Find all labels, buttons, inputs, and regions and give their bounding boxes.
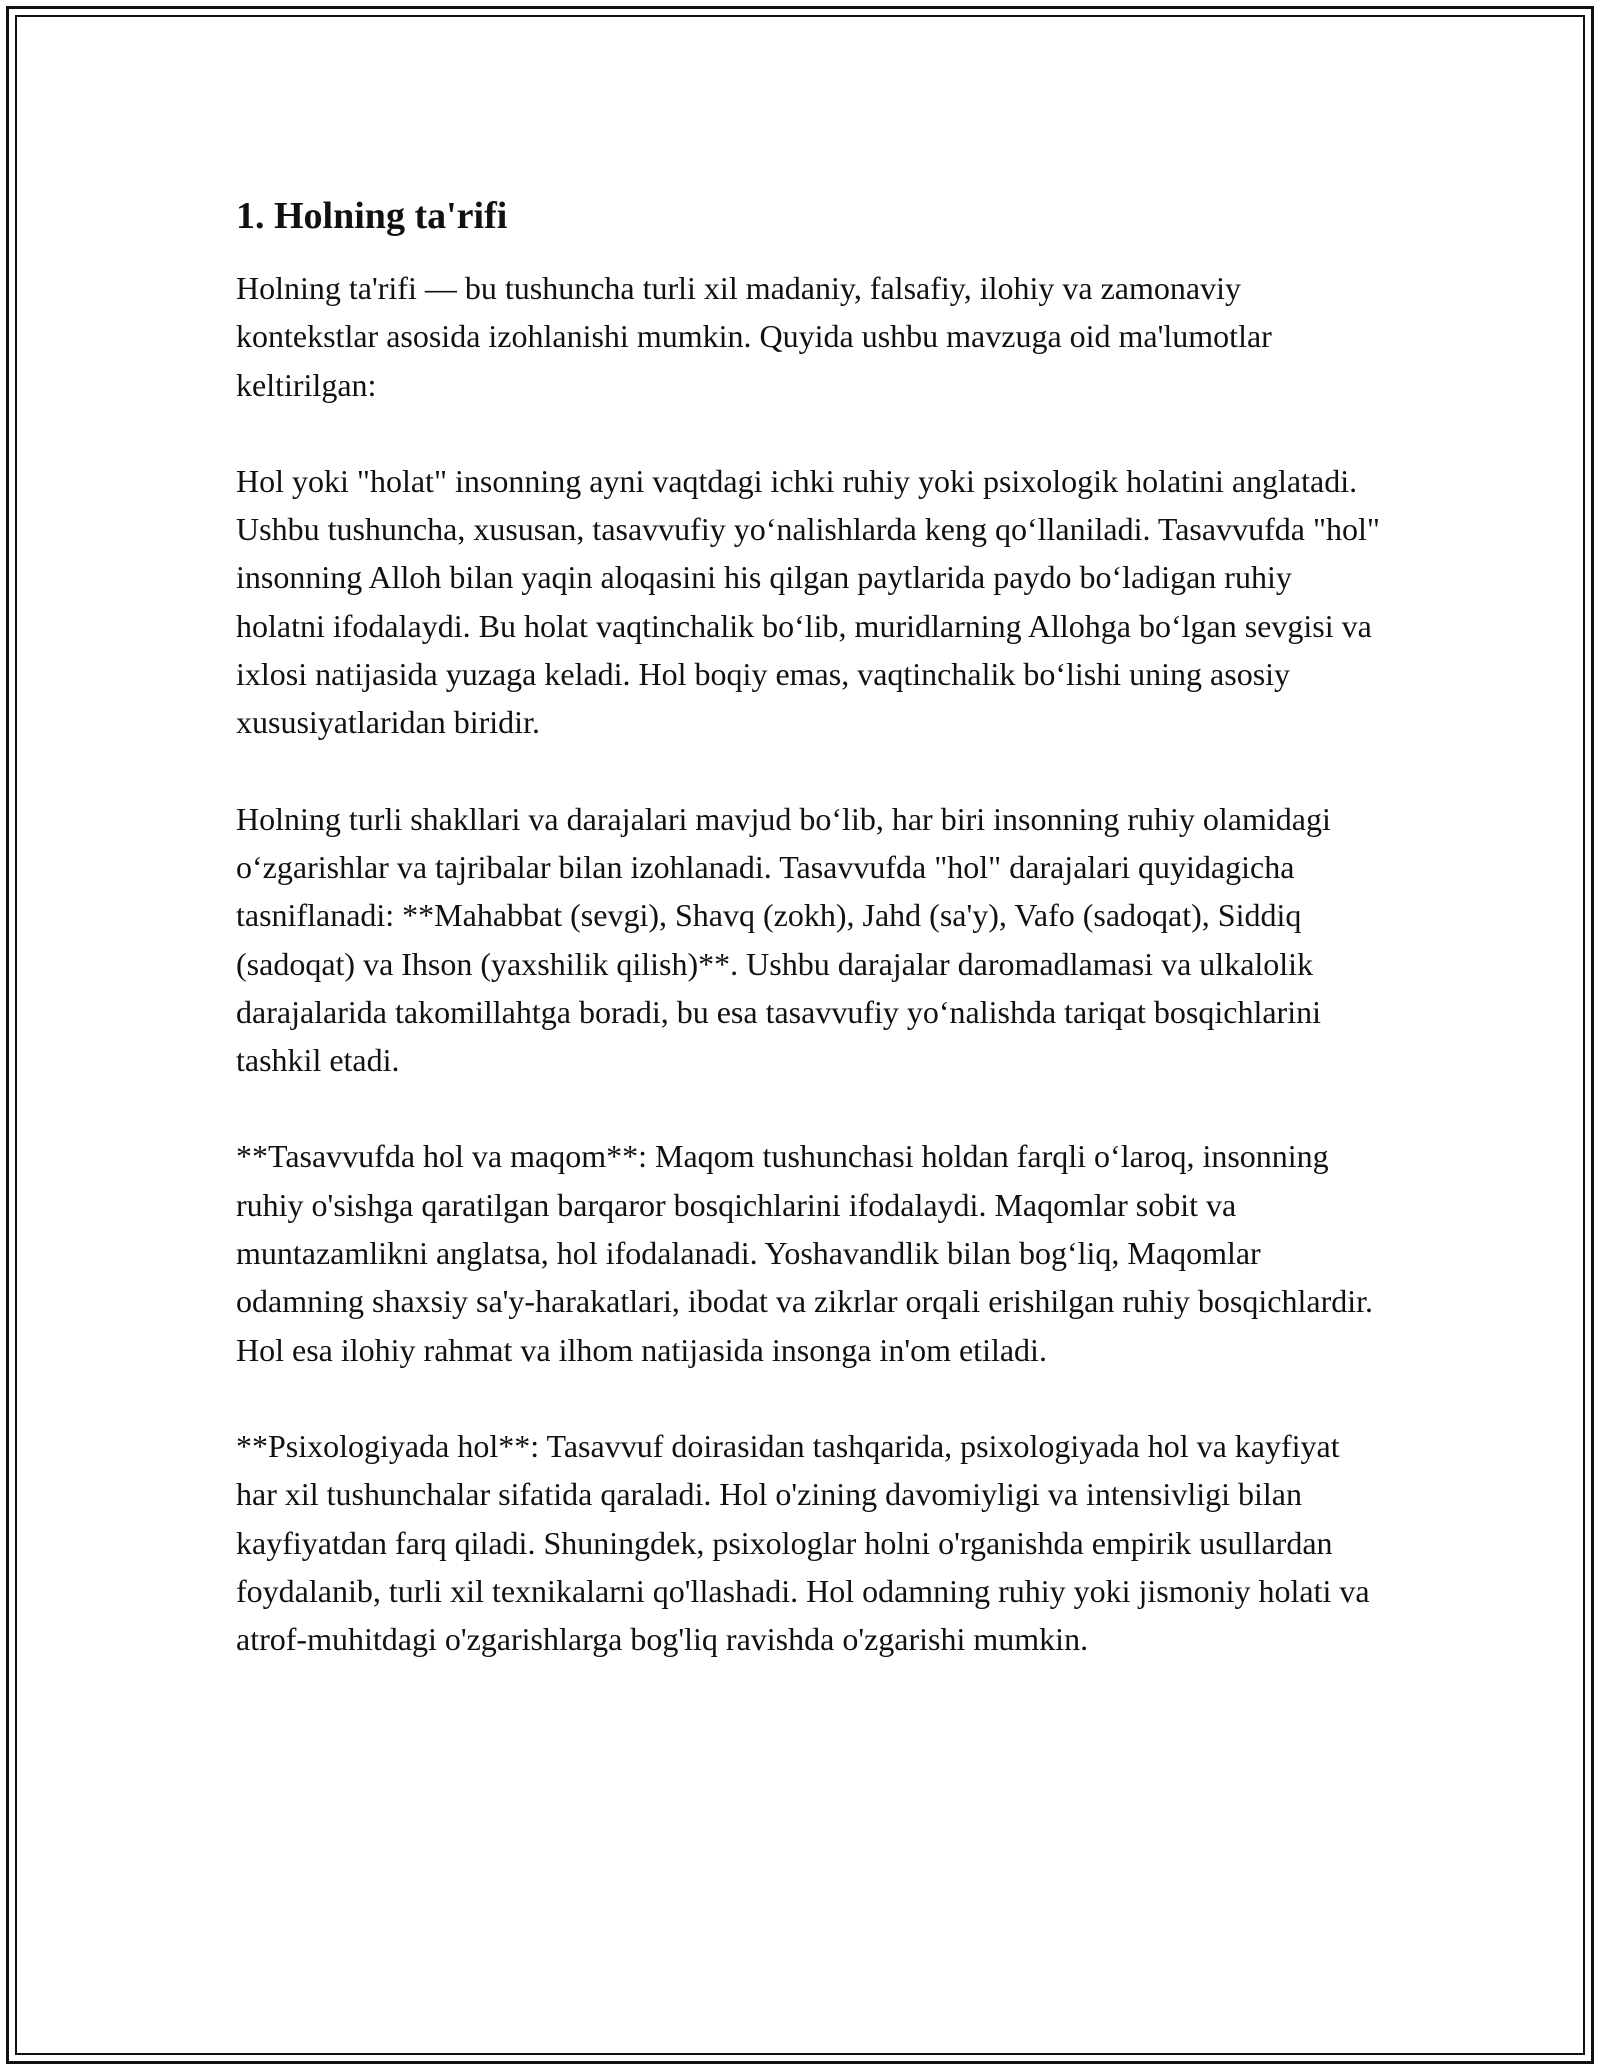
paragraph-hol-definition: Hol yoki "holat" insonning ayni vaqtdagi ichki ruhiy yoki psixologik holatini anglatadi. Ushbu tushuncha, xususan, tasavvufiy yo‘nalishlarda keng qo‘llaniladi. Tasavvufda "hol" insonning Alloh bilan yaqin aloqasini his qilgan paytlarida paydo bo‘ladigan ruhiy holatni ifodalaydi. Bu holat vaqtinchalik bo‘lib, muridlarning Allohga bo‘lgan sevgisi va ixlosi natijasida yuzaga keladi. Hol boqiy emas, vaqtinchalik bo‘lishi uning asosiy xususiyatlaridan biridir. [236,462,1380,741]
paragraph-intro: Holning ta'rifi — bu tushuncha turli xil madaniy, falsafiy, ilohiy va zamonaviy kontekstlar asosida izohlanishi mumkin. Quyida ushbu mavzuga oid ma'lumotlar keltirilgan: [236,270,1272,403]
paragraph-hol-levels: Holning turli shakllari va darajalari mavjud bo‘lib, har biri insonning ruhiy olamidagi o‘zgarishlar va tajribalar bilan izohlanadi. Tasavvufda "hol" darajalari quyidagicha tasniflanadi: **Mahabbat (sevgi), Shavq (zokh), Jahd (sa'y), Vafo (sadoqat), Siddiq (sadoqat) va Ihson (yaxshilik qilish)**. Ushbu darajalar daromadlamasi va ulkalolik darajalarida takomillahtga boradi, bu esa tasavvufiy yo‘nalishda tariqat bosqichlarini tashkil etadi. [236,800,1331,1079]
paragraph-hol-maqom: **Tasavvufda hol va maqom**: Maqom tushunchasi holdan farqli o‘laroq, insonning ruhiy o'sishga qaratilgan barqaror bosqichlarini ifodalaydi. Maqomlar sobit va muntazamlikni anglatsa, hol ifodalanadi. Yoshavandlik bilan bog‘liq, Maqomlar odamning shaxsiy sa'y-harakatlari, ibodat va zikrlar orqali erishilgan ruhiy bosqichlardir. Hol esa ilohiy rahmat va ilhom natijasida insonga in'om etiladi. [236,1138,1373,1368]
paragraph-psychology: **Psixologiyada hol**: Tasavvuf doirasidan tashqarida, psixologiyada hol va kayfiyat har xil tushunchalar sifatida qaraladi. Hol o'zining davomiyligi va intensivligi bilan kayfiyatdan farq qiladi. Shuningdek, psixologlar holni o'rganishda empirik usullardan foydalanib, turli xil texnikalarni qo'llashadi. Hol odamning ruhiy yoki jismoniy holati va atrof-muhitdagi o'zgarishlarga bog'liq ravishda o'zgarishi mumkin. [236,1427,1370,1658]
document-body [236,180,1386,1711]
section-heading: 1. Holning ta'rifi [236,195,508,237]
